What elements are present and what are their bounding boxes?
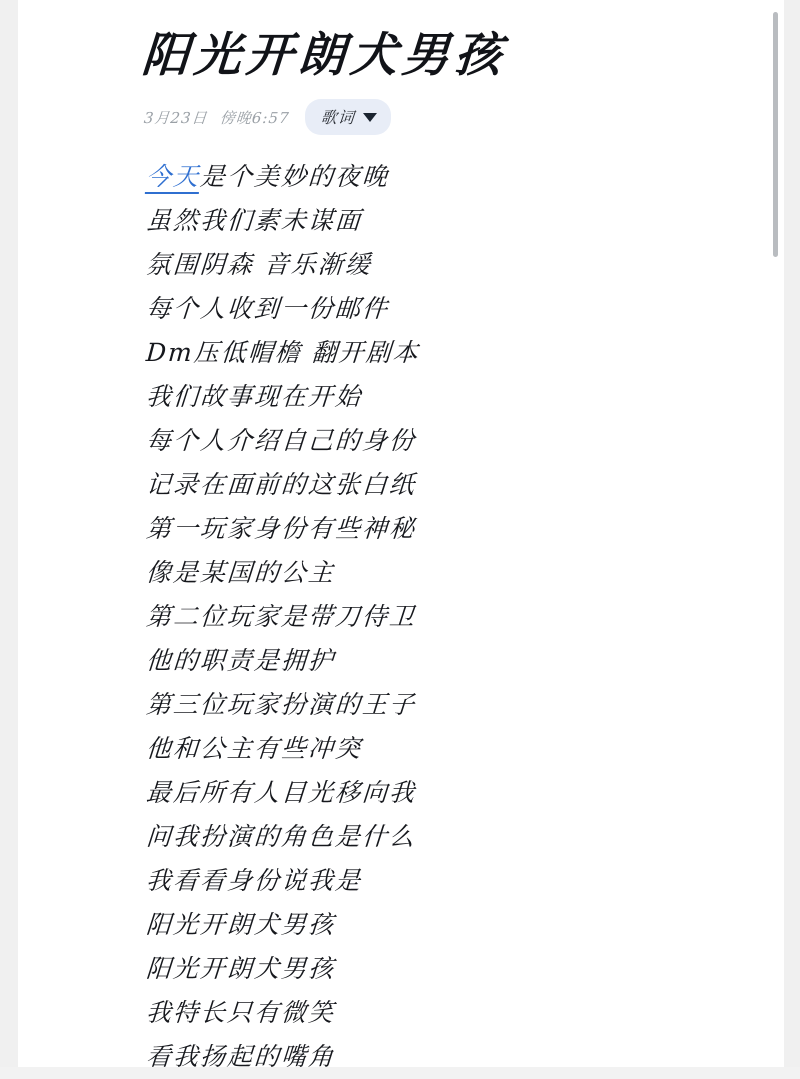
list-item: 问我扮演的角色是什么 <box>145 822 418 851</box>
note-date: 3月23日 <box>143 108 209 127</box>
list-item: 看我扬起的嘴角 <box>145 1042 337 1071</box>
right-gutter <box>784 0 800 1067</box>
list-item: 氛围阴森 音乐渐缓 <box>145 250 374 279</box>
list-item: 每个人收到一份邮件 <box>145 294 391 323</box>
lyric-text: 是个美妙的夜晚 <box>199 162 391 191</box>
list-item: 每个人介绍自己的身份 <box>145 426 418 455</box>
tag-label: 歌词 <box>320 108 357 127</box>
note-meta <box>18 85 784 135</box>
page-title: 阳光开朗犬男孩 <box>140 28 509 83</box>
note-time: 傍晚6:57 <box>218 108 291 127</box>
list-item: 虽然我们素未谋面 <box>145 206 364 235</box>
list-item <box>16 155 785 199</box>
list-item: 记录在面前的这张白纸 <box>145 470 418 499</box>
list-item: 我看看身份说我是 <box>145 866 364 895</box>
list-item: 阳光开朗犬男孩 <box>145 910 337 939</box>
tag-dropdown[interactable] <box>305 99 391 135</box>
lyric-highlight[interactable]: 今天 <box>145 162 201 194</box>
list-item: 最后所有人目光移向我 <box>145 778 418 807</box>
list-item: 阳光开朗犬男孩 <box>145 954 337 983</box>
list-item: 他的职责是拥护 <box>145 646 337 675</box>
list-item: 我们故事现在开始 <box>145 382 364 411</box>
note-content <box>18 0 784 1071</box>
chevron-down-icon <box>363 113 377 122</box>
list-item: 第二位玩家是带刀侍卫 <box>145 602 418 631</box>
list-item: 他和公主有些冲突 <box>145 734 364 763</box>
left-gutter <box>0 0 18 1067</box>
lyrics-list <box>18 135 784 1079</box>
list-item: 第三位玩家扮演的王子 <box>145 690 418 719</box>
list-item: 像是某国的公主 <box>145 558 337 587</box>
list-item: 我特长只有微笑 <box>145 998 337 1027</box>
list-item: Dm压低帽檐 翻开剧本 <box>145 338 421 367</box>
list-item: 第一玩家身份有些神秘 <box>145 514 418 543</box>
